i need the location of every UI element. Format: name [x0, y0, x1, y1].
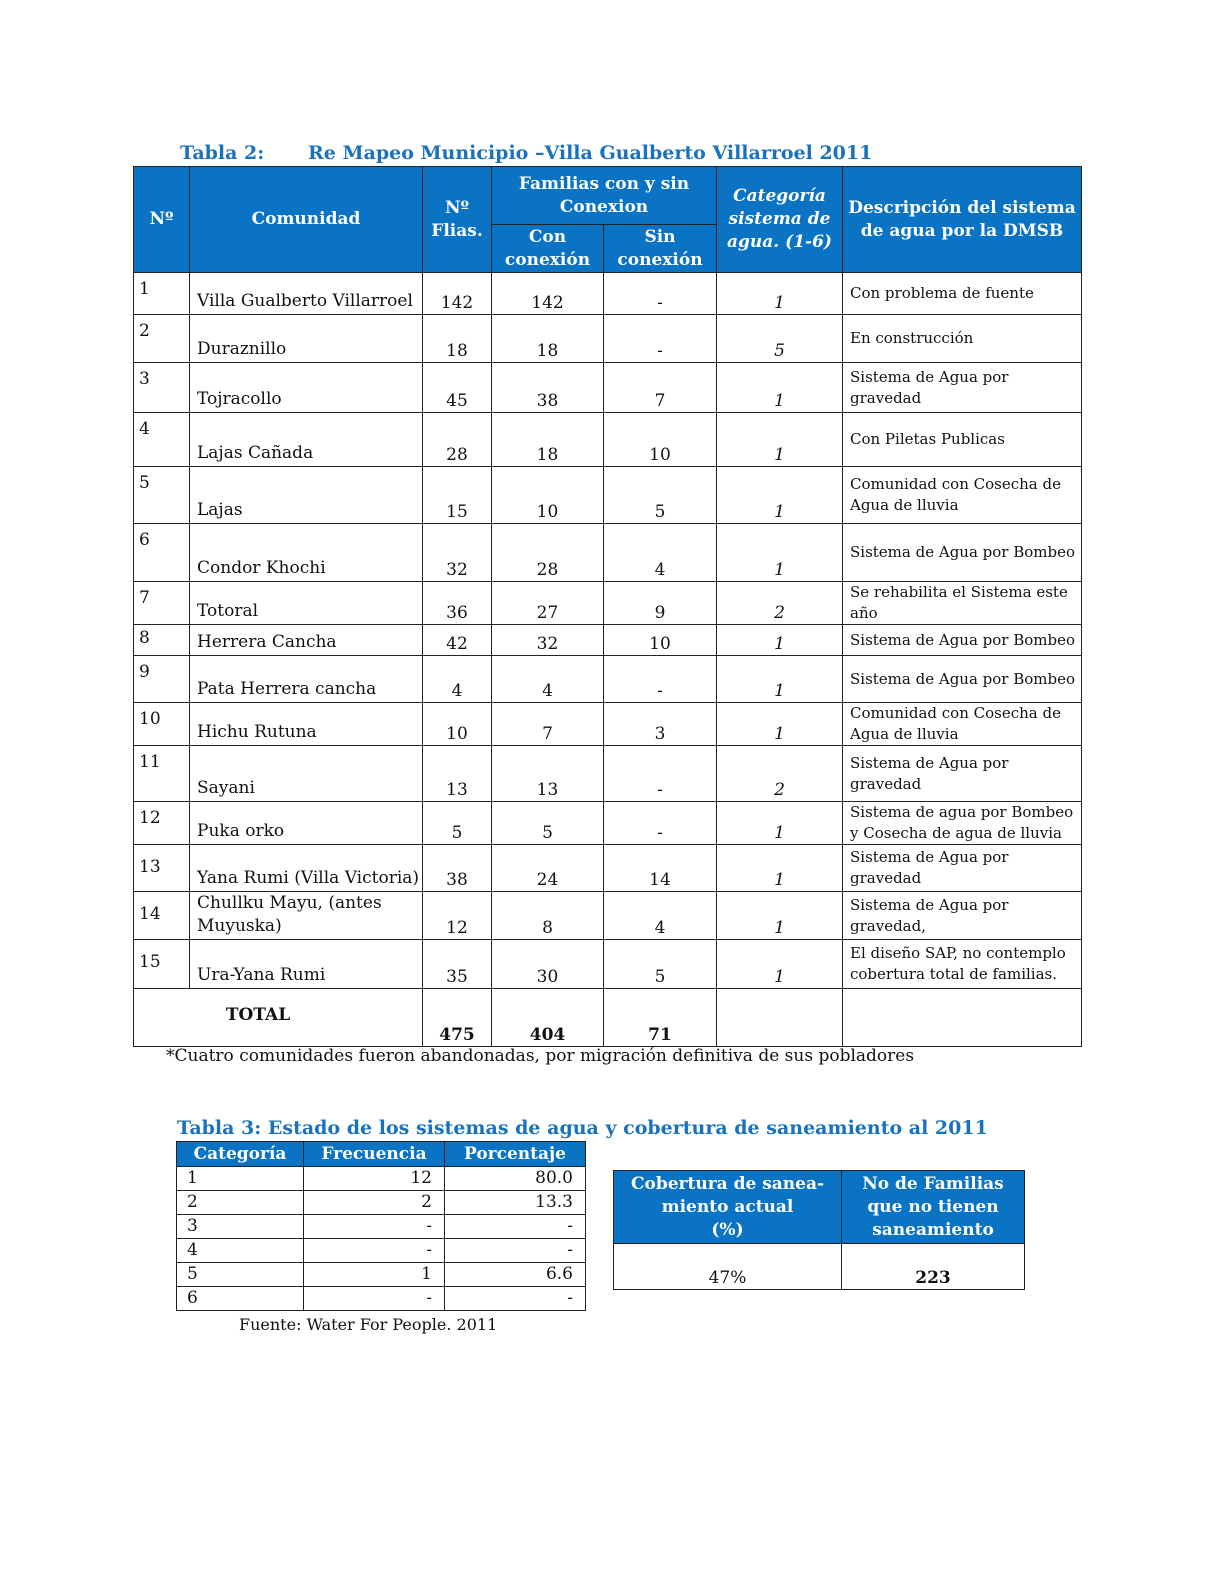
row-flias: 5 [423, 802, 492, 845]
table-row [134, 940, 1082, 989]
table-row [177, 1191, 586, 1215]
cobertura-value: 47% [614, 1244, 842, 1290]
row-categoria: 1 [717, 524, 843, 582]
total-descripcion [843, 989, 1082, 1047]
row-flias: 45 [423, 363, 492, 413]
tabla2-table [133, 166, 1082, 1047]
total-flias: 475 [423, 989, 492, 1047]
row-number: 9 [134, 656, 190, 703]
header-familias-sin-saneamiento [842, 1171, 1025, 1244]
row-con: 13 [492, 746, 604, 802]
table-row [134, 363, 1082, 413]
cell-frecuencia: 2 [304, 1191, 445, 1215]
row-con: 7 [492, 703, 604, 746]
row-con: 27 [492, 582, 604, 625]
table-row [614, 1244, 1025, 1290]
row-descripcion: Sistema de Agua por gravedad [843, 746, 1082, 802]
row-sin: - [604, 802, 717, 845]
cell-frecuencia: 12 [304, 1167, 445, 1191]
row-categoria: 1 [717, 363, 843, 413]
familias-value: 223 [842, 1244, 1025, 1290]
header-familias-line1: No de Familias [862, 1173, 1004, 1194]
row-number: 14 [134, 892, 190, 940]
table-row [134, 273, 1082, 315]
table-row [134, 524, 1082, 582]
row-comunidad: Totoral [190, 582, 423, 625]
table-row [134, 625, 1082, 656]
row-comunidad: Tojracollo [190, 363, 423, 413]
tabla2-caption-title: Re Mapeo Municipio –Villa Gualberto Villarroel 2011 [308, 142, 873, 164]
header-sin-conexion [604, 225, 717, 273]
cell-frecuencia: - [304, 1287, 445, 1311]
header-con-line2: conexión [504, 249, 591, 270]
table-row [177, 1287, 586, 1311]
header-flias-line1: Nº [444, 197, 470, 218]
row-descripcion: Sistema de Agua por Bombeo [843, 656, 1082, 703]
row-flias: 36 [423, 582, 492, 625]
total-row [134, 989, 1082, 1047]
row-sin: - [604, 746, 717, 802]
row-number: 4 [134, 413, 190, 467]
row-descripcion: Se rehabilita el Sistema este año [843, 582, 1082, 625]
table-row [177, 1167, 586, 1191]
table-row [134, 582, 1082, 625]
row-comunidad: Hichu Rutuna [190, 703, 423, 746]
row-comunidad: Lajas Cañada [190, 413, 423, 467]
row-descripcion: Comunidad con Cosecha de Agua de lluvia [843, 467, 1082, 524]
row-con: 8 [492, 892, 604, 940]
row-con: 18 [492, 315, 604, 363]
total-categoria [717, 989, 843, 1047]
row-descripcion: Sistema de Agua por gravedad [843, 845, 1082, 892]
row-number: 8 [134, 625, 190, 656]
row-number: 10 [134, 703, 190, 746]
cell-categoria: 4 [177, 1239, 304, 1263]
row-number: 11 [134, 746, 190, 802]
row-comunidad: Yana Rumi (Villa Victoria) [190, 845, 423, 892]
row-categoria: 2 [717, 582, 843, 625]
table-row [177, 1239, 586, 1263]
header-categoria-line2: sistema de [728, 209, 831, 229]
row-number: 6 [134, 524, 190, 582]
row-flias: 18 [423, 315, 492, 363]
cell-porcentaje: - [445, 1287, 586, 1311]
row-con: 24 [492, 845, 604, 892]
header-familias [492, 167, 717, 225]
table-row [177, 1215, 586, 1239]
row-con: 18 [492, 413, 604, 467]
cell-porcentaje: - [445, 1239, 586, 1263]
row-sin: 9 [604, 582, 717, 625]
row-categoria: 1 [717, 413, 843, 467]
row-number: 2 [134, 315, 190, 363]
cell-categoria: 5 [177, 1263, 304, 1287]
row-descripcion: Sistema de agua por Bombeo y Cosecha de agua de lluvia [843, 802, 1082, 845]
row-categoria: 1 [717, 940, 843, 989]
table-row [134, 413, 1082, 467]
header-descripcion-line1: Descripción del sistema [848, 197, 1076, 218]
header-cobertura-line2: miento actual [661, 1196, 794, 1217]
row-number: 3 [134, 363, 190, 413]
header-sin-line1: Sin [644, 226, 676, 247]
row-categoria: 1 [717, 625, 843, 656]
header-familias-line2: que no tienen [867, 1196, 999, 1217]
tabla3-caption: Tabla 3: Estado de los sistemas de agua y cobertura de saneamiento al 2011 [177, 1117, 988, 1139]
row-comunidad: Pata Herrera cancha [190, 656, 423, 703]
table-row [134, 845, 1082, 892]
row-comunidad: Ura-Yana Rumi [190, 940, 423, 989]
row-comunidad: Duraznillo [190, 315, 423, 363]
cell-categoria: 1 [177, 1167, 304, 1191]
table-row [177, 1263, 586, 1287]
header-categoria: Categoría [177, 1142, 304, 1167]
row-number: 12 [134, 802, 190, 845]
row-sin: 4 [604, 892, 717, 940]
cell-porcentaje: - [445, 1215, 586, 1239]
row-sin: 5 [604, 940, 717, 989]
cell-frecuencia: 1 [304, 1263, 445, 1287]
row-number: 13 [134, 845, 190, 892]
row-categoria: 1 [717, 656, 843, 703]
tabla2-caption [180, 142, 872, 164]
row-comunidad: Lajas [190, 467, 423, 524]
cell-porcentaje: 80.0 [445, 1167, 586, 1191]
header-cobertura [614, 1171, 842, 1244]
row-sin: 3 [604, 703, 717, 746]
row-comunidad: Herrera Cancha [190, 625, 423, 656]
header-categoria-line3: agua. (1-6) [727, 232, 832, 252]
row-comunidad: Puka orko [190, 802, 423, 845]
row-sin: 10 [604, 413, 717, 467]
row-con: 142 [492, 273, 604, 315]
row-descripcion: En construcción [843, 315, 1082, 363]
header-frecuencia: Frecuencia [304, 1142, 445, 1167]
row-flias: 38 [423, 845, 492, 892]
row-sin: - [604, 273, 717, 315]
header-flias [423, 167, 492, 273]
row-comunidad: Chullku Mayu, (antes Muyuska) [190, 892, 423, 940]
row-sin: - [604, 656, 717, 703]
row-flias: 10 [423, 703, 492, 746]
row-flias: 28 [423, 413, 492, 467]
header-familias-line1: Familias con y sin [518, 173, 690, 194]
cell-frecuencia: - [304, 1239, 445, 1263]
table-row [134, 656, 1082, 703]
table-row [134, 315, 1082, 363]
header-flias-line2: Flias. [431, 220, 483, 241]
row-sin: - [604, 315, 717, 363]
row-descripcion: Sistema de Agua por Bombeo [843, 625, 1082, 656]
row-descripcion: Con Piletas Publicas [843, 413, 1082, 467]
row-flias: 42 [423, 625, 492, 656]
header-sin-line2: conexión [617, 249, 703, 270]
cell-categoria: 2 [177, 1191, 304, 1215]
header-numero: Nº [134, 167, 190, 273]
row-comunidad: Villa Gualberto Villarroel [190, 273, 423, 315]
tabla2-caption-label: Tabla 2: [180, 142, 265, 164]
row-flias: 15 [423, 467, 492, 524]
header-descripcion-line2: de agua por la DMSB [860, 220, 1064, 241]
header-con-conexion [492, 225, 604, 273]
row-con: 38 [492, 363, 604, 413]
row-con: 32 [492, 625, 604, 656]
row-categoria: 1 [717, 273, 843, 315]
header-familias-line3: saneamiento [872, 1219, 994, 1240]
row-con: 4 [492, 656, 604, 703]
header-con-line1: Con [528, 226, 567, 247]
header-categoria-line1: Categoría [733, 186, 826, 206]
tabla3-table [176, 1141, 586, 1311]
row-categoria: 1 [717, 845, 843, 892]
row-descripcion: Comunidad con Cosecha de Agua de lluvia [843, 703, 1082, 746]
header-comunidad: Comunidad [190, 167, 423, 273]
cell-categoria: 3 [177, 1215, 304, 1239]
row-con: 5 [492, 802, 604, 845]
row-con: 10 [492, 467, 604, 524]
row-categoria: 1 [717, 703, 843, 746]
row-descripcion: Sistema de Agua por Bombeo [843, 524, 1082, 582]
row-flias: 4 [423, 656, 492, 703]
tabla3-source: Fuente: Water For People. 2011 [239, 1315, 498, 1334]
table-row [134, 802, 1082, 845]
cell-categoria: 6 [177, 1287, 304, 1311]
row-flias: 35 [423, 940, 492, 989]
row-flias: 142 [423, 273, 492, 315]
row-number: 7 [134, 582, 190, 625]
row-flias: 32 [423, 524, 492, 582]
row-descripcion: El diseño SAP, no contemplo cobertura total de familias. [843, 940, 1082, 989]
header-cobertura-line3: (%) [711, 1219, 744, 1240]
row-flias: 12 [423, 892, 492, 940]
tabla2-note: *Cuatro comunidades fueron abandonadas, por migración definitiva de sus pobladores [166, 1046, 915, 1066]
row-number: 1 [134, 273, 190, 315]
total-con: 404 [492, 989, 604, 1047]
row-comunidad: Condor Khochi [190, 524, 423, 582]
total-label: TOTAL [134, 989, 423, 1047]
row-categoria: 2 [717, 746, 843, 802]
row-categoria: 1 [717, 467, 843, 524]
row-sin: 4 [604, 524, 717, 582]
table-row [134, 892, 1082, 940]
row-con: 28 [492, 524, 604, 582]
row-descripcion: Con problema de fuente [843, 273, 1082, 315]
cell-porcentaje: 13.3 [445, 1191, 586, 1215]
row-descripcion: Sistema de Agua por gravedad, [843, 892, 1082, 940]
header-familias-line2: Conexion [559, 196, 649, 217]
header-categoria [717, 167, 843, 273]
row-comunidad: Sayani [190, 746, 423, 802]
row-categoria: 1 [717, 892, 843, 940]
row-sin: 7 [604, 363, 717, 413]
row-flias: 13 [423, 746, 492, 802]
table-row [134, 467, 1082, 524]
table-row [134, 746, 1082, 802]
saneamiento-table [613, 1170, 1025, 1290]
total-sin: 71 [604, 989, 717, 1047]
row-number: 15 [134, 940, 190, 989]
row-number: 5 [134, 467, 190, 524]
row-categoria: 5 [717, 315, 843, 363]
row-sin: 5 [604, 467, 717, 524]
row-descripcion: Sistema de Agua por gravedad [843, 363, 1082, 413]
row-sin: 10 [604, 625, 717, 656]
cell-frecuencia: - [304, 1215, 445, 1239]
cell-porcentaje: 6.6 [445, 1263, 586, 1287]
row-categoria: 1 [717, 802, 843, 845]
header-descripcion [843, 167, 1082, 273]
header-porcentaje: Porcentaje [445, 1142, 586, 1167]
table-row [134, 703, 1082, 746]
row-con: 30 [492, 940, 604, 989]
header-cobertura-line1: Cobertura de sanea- [630, 1173, 825, 1194]
row-sin: 14 [604, 845, 717, 892]
